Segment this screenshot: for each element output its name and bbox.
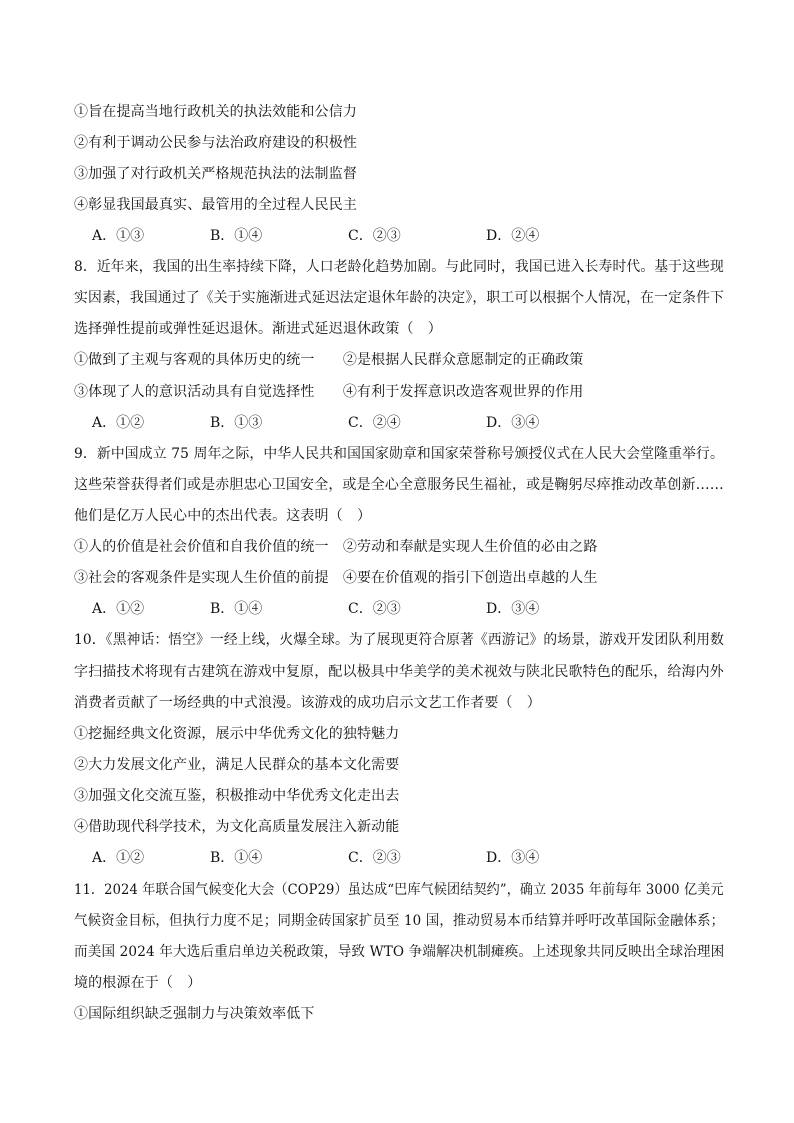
- q9-choice-a: A．①②: [92, 601, 145, 617]
- q7-option-1: ①旨在提高当地行政机关的执法效能和公信力: [74, 104, 357, 120]
- q10-option-1: ①挖掘经典文化资源，展示中华优秀文化的独特魅力: [74, 726, 400, 742]
- q11-stem-line-1: 11．2024 年联合国气候变化大会（COP29）虽达成“巴库气候团结契约”，确立 2035 年前每年 3000 亿美元: [74, 882, 724, 898]
- q10-choice-c: C．②③: [348, 850, 401, 866]
- q9-options-3-4: ③社会的客观条件是实现人生价值的前提 ④要在价值观的指引下创造出卓越的人生: [74, 570, 598, 586]
- q10-stem-line-2: 字扫描技术将现有古建筑在游戏中复原，配以极具中华美学的美术视效与陕北民歌特色的配乐，给海内外: [74, 664, 724, 680]
- q10-option-3: ③加强文化交流互鉴，积极推动中华优秀文化走出去: [74, 788, 400, 804]
- q10-choice-a: A．①②: [92, 850, 145, 866]
- q8-choice-d: D．③④: [486, 415, 540, 431]
- q8-choice-b: B．①③: [210, 415, 263, 431]
- q8-choice-a: A．①②: [92, 415, 145, 431]
- q9-stem-line-2: 这些荣誉获得者们或是赤胆忠心卫国安全，或是全心全意服务民生福祉，或是鞠躬尽瘁推动改革创新……: [74, 477, 724, 493]
- q11-stem-line-4: 境的根源在于（ ）: [74, 975, 202, 991]
- q8-answer-choices: [92, 413, 652, 433]
- q9-answer-choices: [92, 599, 652, 619]
- q7-option-3: ③加强了对行政机关严格规范执法的法制监督: [74, 166, 357, 182]
- q8-options-3-4: ③体现了人的意识活动具有自觉选择性 ④有利于发挥意识改造客观世界的作用: [74, 384, 584, 400]
- q10-option-4: ④借助现代科学技术，为文化高质量发展注入新动能: [74, 819, 400, 835]
- q7-choice-c: C．②③: [348, 228, 401, 244]
- q9-choice-b: B．①④: [210, 601, 263, 617]
- q9-choice-d: D．③④: [486, 601, 540, 617]
- q7-choice-b: B．①④: [210, 228, 263, 244]
- q7-choice-a: A．①③: [92, 228, 145, 244]
- q9-choice-c: C．②③: [348, 601, 401, 617]
- q10-option-2: ②大力发展文化产业，满足人民群众的基本文化需要: [74, 757, 400, 773]
- q8-options-1-2: ①做到了主观与客观的具体历史的统一 ②是根据人民群众意愿制定的正确政策: [74, 352, 584, 368]
- q9-stem-line-3: 他们是亿万人民心中的杰出代表。这表明（ ）: [74, 508, 372, 524]
- q7-choice-d: D．②④: [486, 228, 540, 244]
- q9-options-1-2: ①人的价值是社会价值和自我价值的统一 ②劳动和奉献是实现人生价值的必由之路: [74, 539, 598, 555]
- q10-choice-b: B．①④: [210, 850, 263, 866]
- q10-choice-d: D．③④: [486, 850, 540, 866]
- q10-answer-choices: [92, 848, 652, 868]
- q8-choice-c: C．②④: [348, 415, 401, 431]
- q7-answer-choices: [92, 226, 652, 246]
- q8-stem-line-1: 8．近年来，我国的出生率持续下降，人口老龄化趋势加剧。与此同时，我国已进入长寿时代。基于这些现: [74, 259, 724, 275]
- q11-stem-line-2: 气候资金目标，但执行力度不足；同期金砖国家扩员至 10 国，推动贸易本币结算并呼吁改革国际金融体系；: [74, 913, 725, 929]
- q11-option-1: ①国际组织缺乏强制力与决策效率低下: [74, 1006, 315, 1022]
- q8-stem-line-2: 实因素，我国通过了《关于实施渐进式延迟法定退休年龄的决定》，职工可以根据个人情况，在一定条件下: [74, 290, 725, 306]
- q7-option-4: ④彰显我国最真实、最管用的全过程人民民主: [74, 197, 357, 213]
- q10-stem-line-3: 消费者贡献了一场经典的中式浪漫。该游戏的成功启示文艺工作者要（ ）: [74, 695, 541, 711]
- q10-stem-line-1: 10．《黑神话：悟空》一经上线，火爆全球。为了展现更符合原著《西游记》的场景，游戏开发团队利用数: [74, 632, 725, 648]
- q11-stem-line-3: 而美国 2024 年大选后重启单边关税政策，导致 WTO 争端解决机制瘫痪。上述现象共同反映出全球治理困: [74, 944, 725, 960]
- q8-stem-line-3: 选择弹性提前或弹性延迟退休。渐进式延迟退休政策（ ）: [74, 321, 442, 337]
- q9-stem-line-1: 9．新中国成立 75 周年之际，中华人民共和国国家勋章和国家荣誉称号颁授仪式在人民大会堂隆重举行。: [74, 446, 724, 462]
- q7-option-2: ②有利于调动公民参与法治政府建设的积极性: [74, 135, 357, 151]
